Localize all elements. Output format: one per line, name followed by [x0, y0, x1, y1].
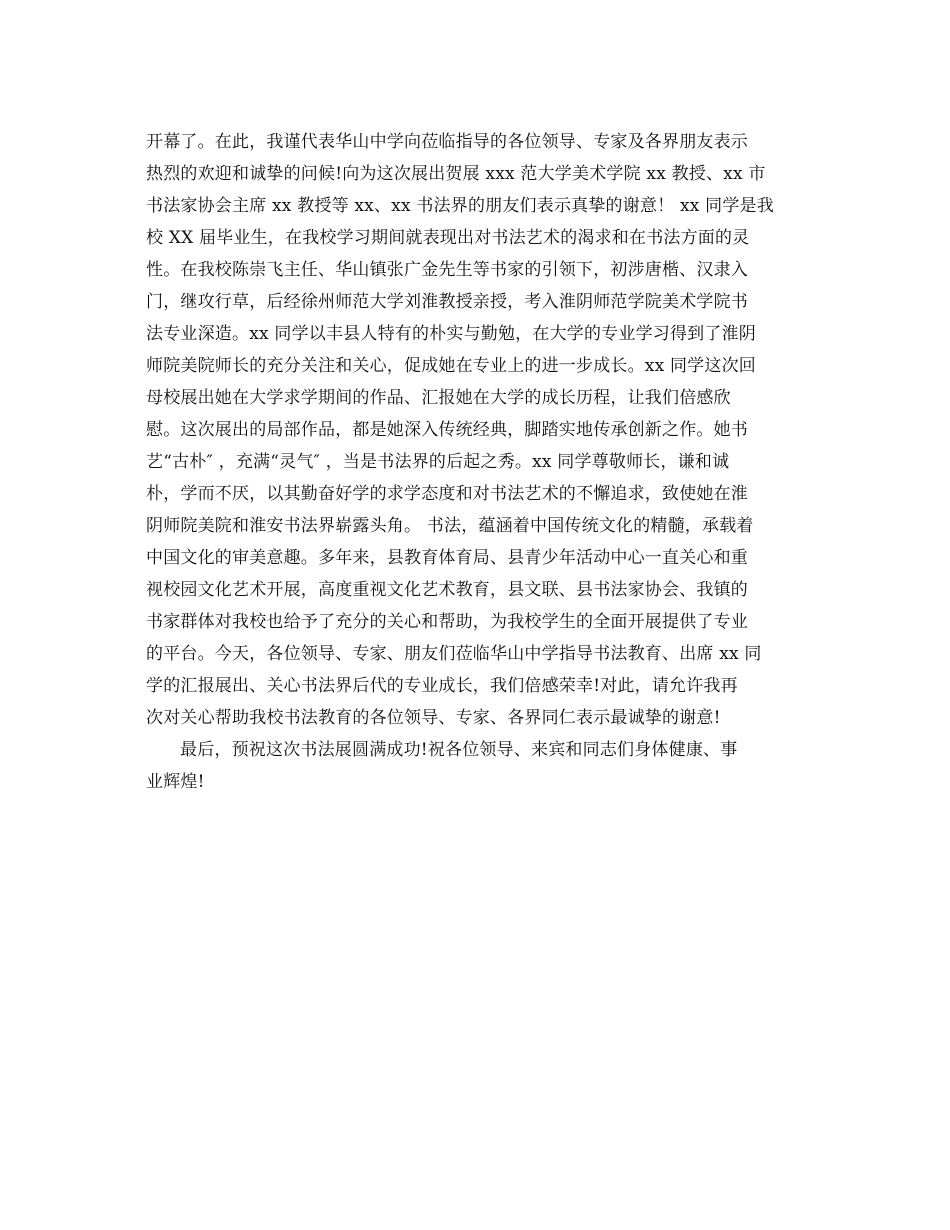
- text-line: 学的汇报展出、关心书法界后代的专业成长，我们倍感荣幸!对此，请允许我再: [146, 676, 738, 696]
- text-line: 法专业深造。xx 同学以丰县人特有的朴实与勤勉，在大学的专业学习得到了淮阴: [146, 324, 756, 344]
- text-line: 开幕了。在此，我谨代表华山中学向莅临指导的各位领导、专家及各界朋友表示: [146, 132, 748, 152]
- text-line: 最后，预祝这次书法展圆满成功!祝各位领导、来宾和同志们身体健康、事: [180, 740, 738, 760]
- paragraph-main: [146, 126, 816, 734]
- text-line: 艺“古朴″ ，充满“灵气″ ，当是书法界的后起之秀。xx 同学尊敬师长，谦和诚: [146, 452, 730, 472]
- text-line: 的平台。今天，各位领导、专家、朋友们莅临华山中学指导书法教育、出席 xx 同: [146, 644, 762, 664]
- text-line: 性。在我校陈崇飞主任、华山镇张广金先生等书家的引领下，初涉唐楷、汉隶入: [146, 260, 748, 280]
- text-line: 热烈的欢迎和诚挚的问候!向为这次展出贺展 xxx 范大学美术学院 xx 教授、xx 市: [146, 164, 766, 184]
- text-line: 阴师院美院和淮安书法界崭露头角。 书法，蕴涵着中国传统文化的精髓，承载着: [146, 516, 754, 536]
- text-line: 校 XX 届毕业生，在我校学习期间就表现出对书法艺术的渴求和在书法方面的灵: [146, 228, 750, 248]
- text-line: 中国文化的审美意趣。多年来，县教育体育局、县青少年活动中心一直关心和重: [146, 548, 748, 568]
- text-line: 书法家协会主席 xx 教授等 xx、xx 书法界的朋友们表示真挚的谢意！ xx 同学是我: [146, 196, 774, 216]
- text-line: 朴，学而不厌，以其勤奋好学的求学态度和对书法艺术的不懈追求，致使她在淮: [146, 484, 748, 504]
- text-line: 门，继攻行草，后经徐州师范大学刘淮教授亲授，考入淮阴师范学院美术学院书: [146, 292, 748, 312]
- text-line: 业辉煌!: [146, 772, 205, 792]
- text-line: 母校展出她在大学求学期间的作品、汇报她在大学的成长历程，让我们倍感欣: [146, 388, 731, 408]
- paragraph-closing: [146, 734, 816, 798]
- text-line: 师院美院师长的充分关注和关心，促成她在专业上的进一步成长。xx 同学这次回: [146, 356, 756, 376]
- body-text: [146, 126, 816, 798]
- text-line: 书家群体对我校也给予了充分的关心和帮助，为我校学生的全面开展提供了专业: [146, 612, 748, 632]
- text-line: 视校园文化艺术开展，高度重视文化艺术教育，县文联、县书法家协会、我镇的: [146, 580, 748, 600]
- text-line: 次对关心帮助我校书法教育的各位领导、专家、各界同仁表示最诚挚的谢意!: [146, 708, 721, 728]
- text-line: 慰。这次展出的局部作品，都是她深入传统经典，脚踏实地传承创新之作。她书: [146, 420, 748, 440]
